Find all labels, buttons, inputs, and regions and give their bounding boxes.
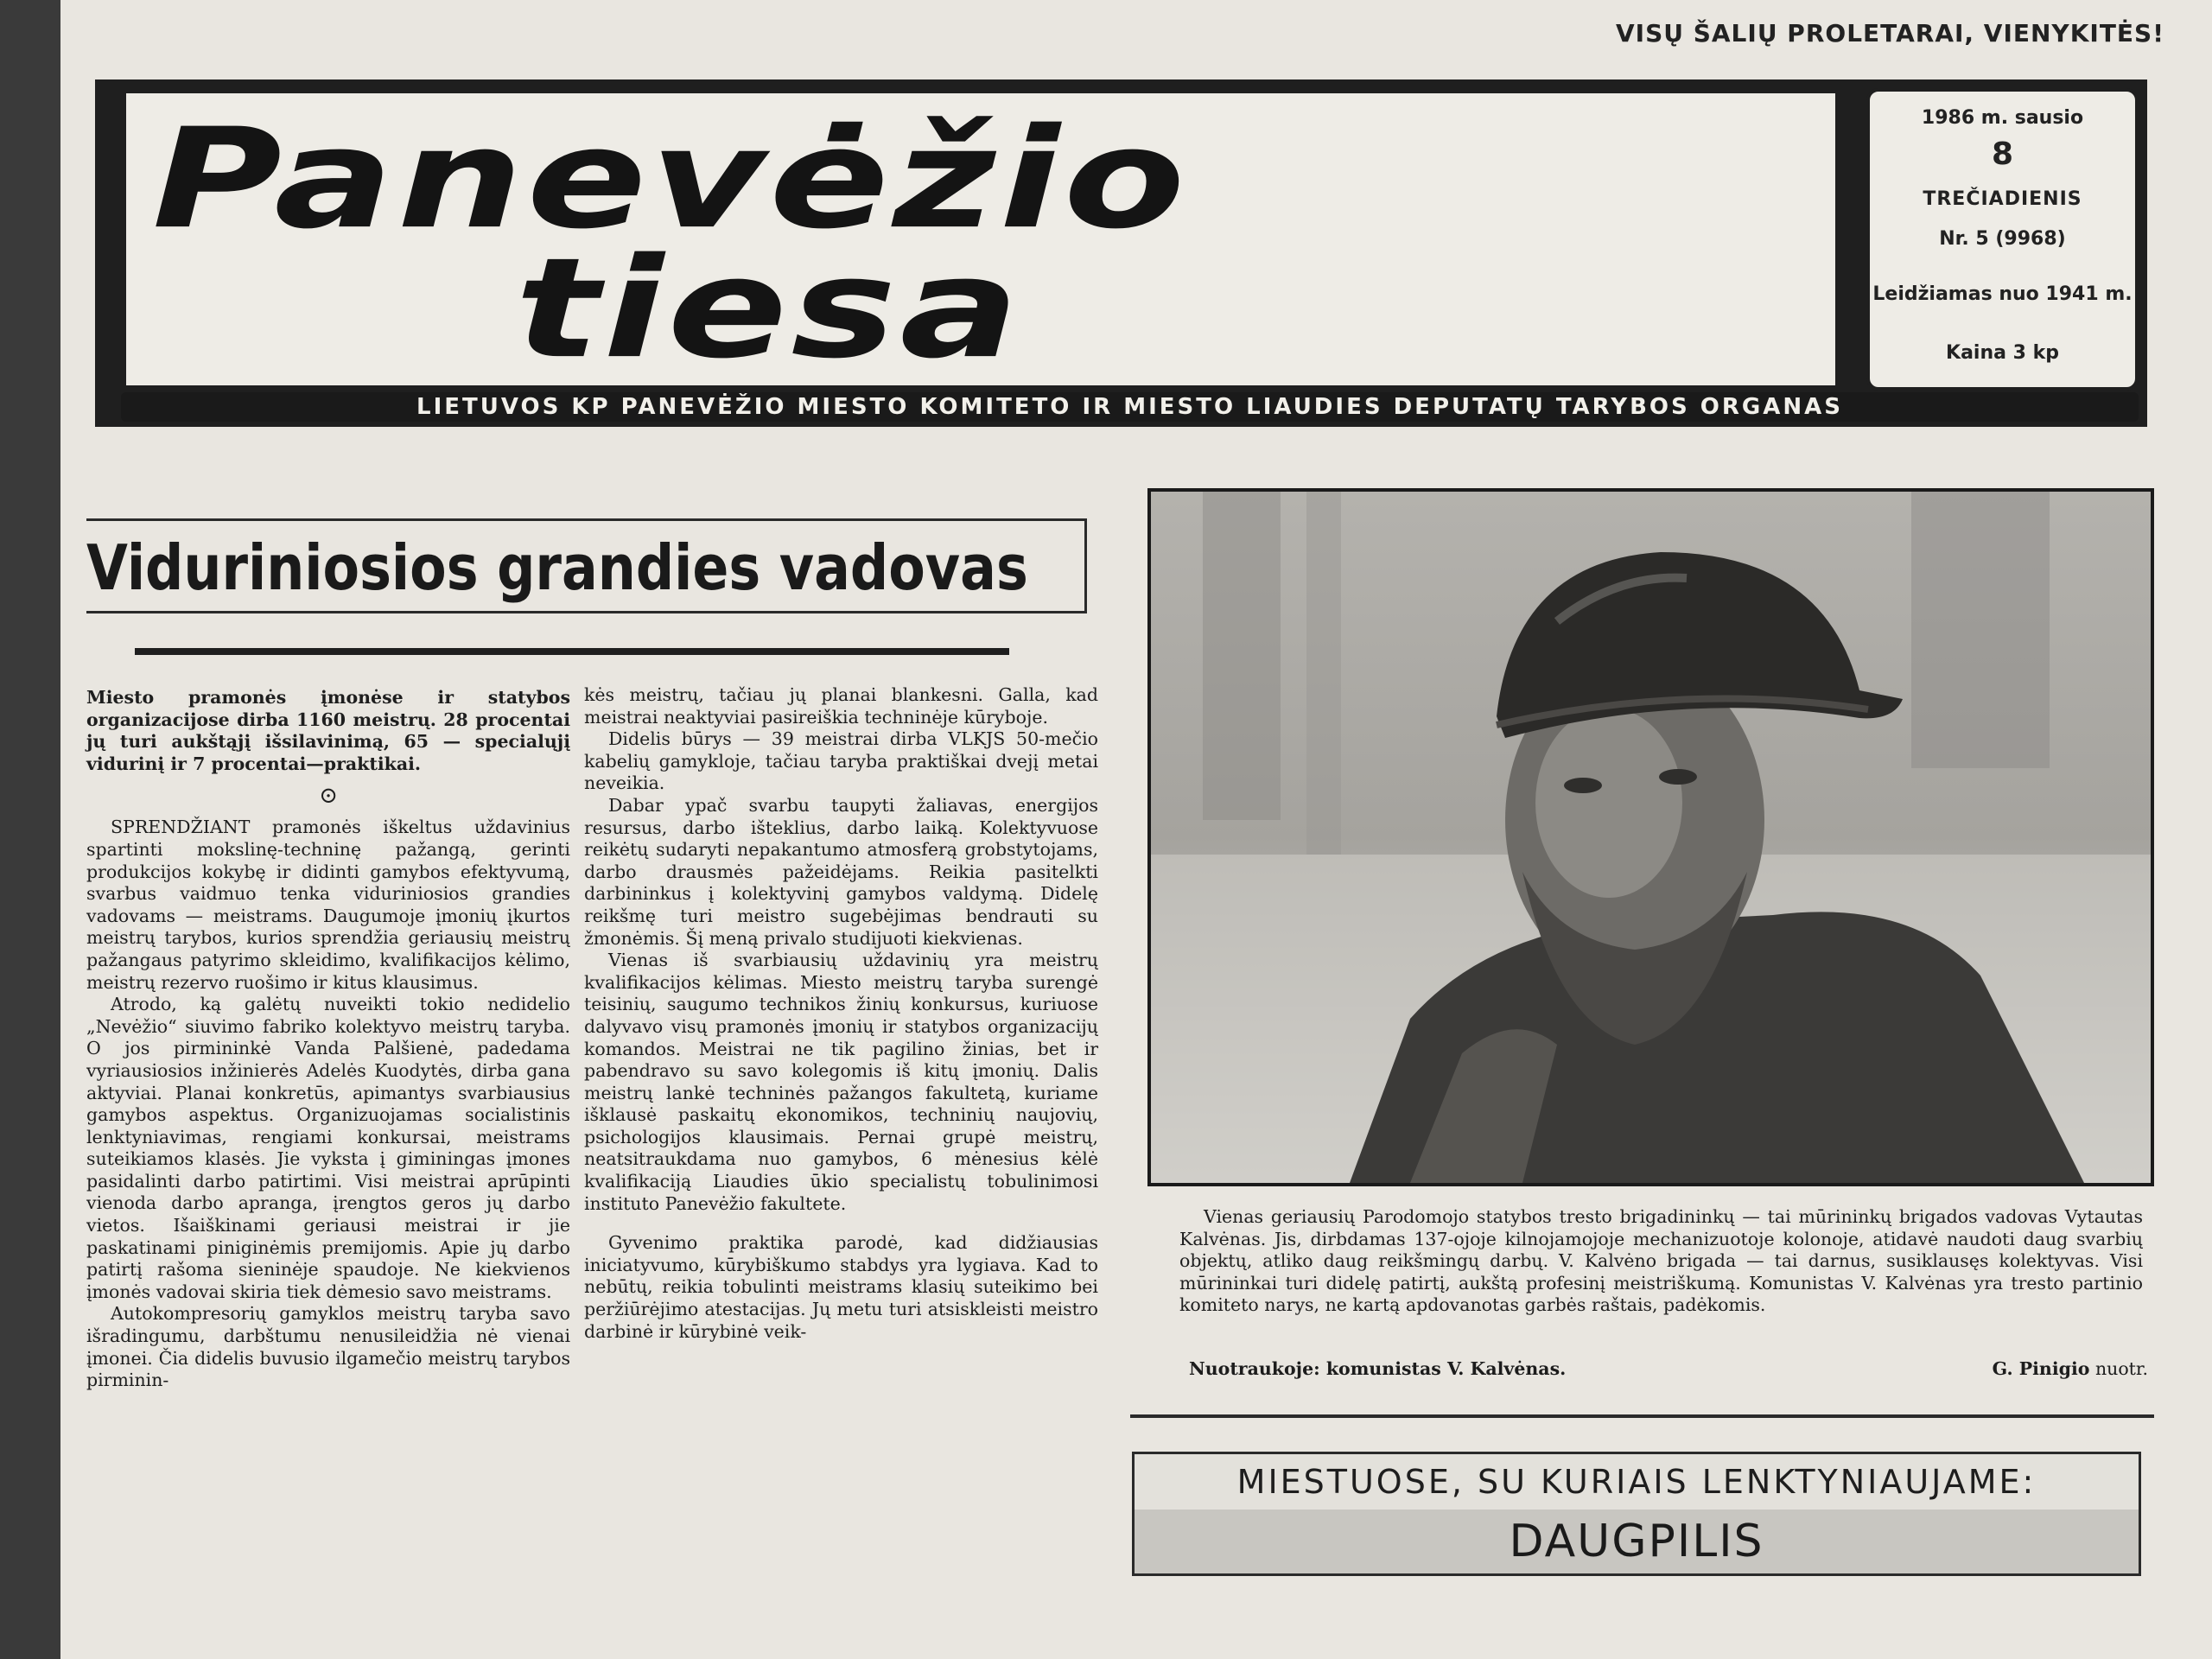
photo-credit-suffix: nuotr.: [2089, 1358, 2148, 1379]
headline-box: [86, 518, 1087, 613]
headline-rule: [135, 648, 1009, 655]
photo-caption-text: Vienas geriausių Parodomojo statybos tresto brigadininkų — tai mūrininkų brigados vadovas Vytautas Kalvėnas. Jis, dirbdamas 137-ojoje kilnojamojoje mechanizuotoje kolonoje, atidavė naudoti daug svarbių objektų, atliko daug reikšmingų darbų. V. Kalvėno brigada — tai darnus, susiklausęs kolektyvas. Visi mūrininkai turi didelę patirtį, aukštą profesinį meistriškumą. Komunistas V. Kalvėnas yra tresto partinio komiteto narys, ne kartą apdovanotas garbės raštais, padėkomis.: [1179, 1206, 2143, 1316]
issue-info-box: [1866, 88, 2139, 391]
article-paragraph: SPRENDŽIANT pramonės iškeltus uždavinius spartinti mokslinę-techninę pažangą, gerinti produkcijos kokybę ir didinti gamybos efektyvumą, svarbus vaidmuo tenka viduriniosios grandies vadovams — meistrams. Daugumoje įmonių įkurtos meistrų tarybos, kurios sprendžia geriausių meistrų pažangaus patyrimo skleidimo, kvalifikacijos kėlimo, meistrų rezervo ruošimo ir kitus klausimus.: [86, 817, 570, 993]
article-column-left: [86, 687, 570, 1392]
section-divider: [1130, 1414, 2154, 1418]
article-paragraph: Atrodo, ką galėtų nuveikti tokio nedidelio „Nevėžio“ siuvimo fabriko kolektyvo meistrų taryba. O jos pirmininkė Vanda Palšienė, padedama vyriausiosios inžinierės Adelės Kuodytės, dirba gana aktyviai. Planai konkretūs, apimantys svarbiausius gamybos aspektus. Organizuojamas socialistinis lenktyniavimas, rengiami konkursai, meistrams suteikiamos klasės. Jie vyksta į giminingas įmones pasidalinti darbo patirtimi. Visi meistrai aprūpinti vienoda darbo apranga, įrengtos geros jų darbo vietos. Išaiškinami geriausi meistrai ir jie paskatinami piniginėmis premijomis. Apie jų darbo patirtį rašoma sieninėje spaudoje. Ne kiekvienos įmonės vadovai skiria tiek dėmesio savo meistrams.: [86, 994, 570, 1302]
rival-city-name: DAUGPILIS: [1509, 1516, 1764, 1567]
organ-banner: LIETUVOS KP PANEVĖŽIO MIESTO KOMITETO IR MIESTO LIAUDIES DEPUTATŲ TARYBOS ORGANAS: [121, 392, 2139, 422]
article-lead: Miesto pramonės įmonėse ir statybos organizacijose dirba 1160 meistrų. 28 procentai jų turi aukštąjį išsilavinimą, 65 — specialųjį vidurinį ir 7 procentai—praktikai.: [86, 687, 570, 774]
article-paragraph: kės meistrų, tačiau jų planai blankesni. Galla, kad meistrai neaktyviai pasireiškia techninėje kūryboje.: [584, 684, 1098, 728]
photo-subject-label: Nuotraukoje: komunistas V. Kalvėnas.: [1189, 1358, 1567, 1379]
issue-number: Nr. 5 (9968): [1939, 228, 2066, 250]
photo-credit: [1993, 1357, 2148, 1380]
photo-caption: [1179, 1206, 2143, 1317]
slogan: VISŲ ŠALIŲ PROLETARAI, VIENYKITĖS!: [1615, 19, 2164, 48]
masthead: [95, 79, 2147, 427]
photographer-name: G. Pinigio: [1992, 1358, 2090, 1379]
worker-portrait-image: [1151, 492, 2151, 1183]
article-paragraph: Vienas iš svarbiausių uždavinių yra meistrų kvalifikacijos kėlimas. Miesto meistrų taryba surengė teisinių, saugumo technikos žinių konkursus, kuriuose dalyvavo visų pramonės įmonių ir statybos organizacijų komandos. Meistrai ne tik pagilino žinias, bet ir pabendravo su savo kolegomis iš kitų įmonių. Dalis meistrų lankė techninės pažangos fakultetą, kuriame išklausė paskaitų ekonomikos, techninių naujovių, psichologijos klausimais. Pernai grupė meistrų, neatsitraukdama nuo gamybos, 6 mėnesius kėlė kvalifikaciją Liaudies ūkio specialistų tobulinimosi instituto Panevėžio fakultete.: [584, 950, 1098, 1214]
newspaper-title-box: [121, 88, 1840, 391]
rival-cities-heading: MIESTUOSE, SU KURIAIS LENKTYNIAUJAME:: [1236, 1463, 2037, 1501]
article-paragraph: Gyvenimo praktika parodė, kad didžiausias iniciatyvumo, kūrybiškumo stabdys yra lygiava. Kad to nebūtų, reikia tobulinti meistrams klasių suteikimo bei peržiūrėjimo atestacijas. Jų metu turi atsiskleisti meistro darbinė ir kūrybinė veik-: [584, 1232, 1098, 1342]
news-photo: [1147, 488, 2154, 1186]
paragraph-gap: [584, 1215, 1098, 1232]
newspaper-title-line-2: tiesa: [515, 228, 1023, 390]
issue-date: 1986 m. sausio: [1921, 107, 2084, 129]
rival-city-bar: [1135, 1510, 2139, 1573]
newspaper-title-line-1: Panevėžio: [152, 99, 1189, 260]
issue-day: 8: [1991, 137, 2014, 172]
newspaper-page: [60, 0, 2212, 1659]
article-paragraph: Didelis būrys — 39 meistrai dirba VLKJS 50-mečio kabelių gamykloje, tačiau taryba praktiškai dvejį metai neveikia.: [584, 728, 1098, 794]
issue-since: Leidžiamas nuo 1941 m.: [1872, 283, 2133, 305]
rival-cities-box: [1132, 1452, 2141, 1576]
article-paragraph: Dabar ypač svarbu taupyti žaliavas, energijos resursus, darbo išteklius, darbo laiką. Kolektyvuose reikėtų sudaryti nepakantumo atmosferą grobstytojams, darbo drausmės pažeidėjams. Reikia pasitelkti darbininkus į kolektyvinį gamybos valdymą. Didelę reikšmę turi meistro sugebėjimas bendrauti su žmonėmis. Šį meną privalo studijuoti kiekvienas.: [584, 794, 1098, 949]
issue-weekday: TREČIADIENIS: [1923, 188, 2082, 210]
article-column-right: [584, 684, 1098, 1343]
separator-icon: ⊙: [319, 783, 338, 810]
issue-price: Kaina 3 kp: [1946, 342, 2059, 364]
article-headline: Viduriniosios grandies vadovas: [86, 531, 1028, 604]
article-paragraph: Autokompresorių gamyklos meistrų taryba savo išradingumu, darbštumu nenusileidžia nė vienai įmonei. Čia didelis buvusio ilgamečio meistrų tarybos pirminin-: [86, 1303, 570, 1391]
